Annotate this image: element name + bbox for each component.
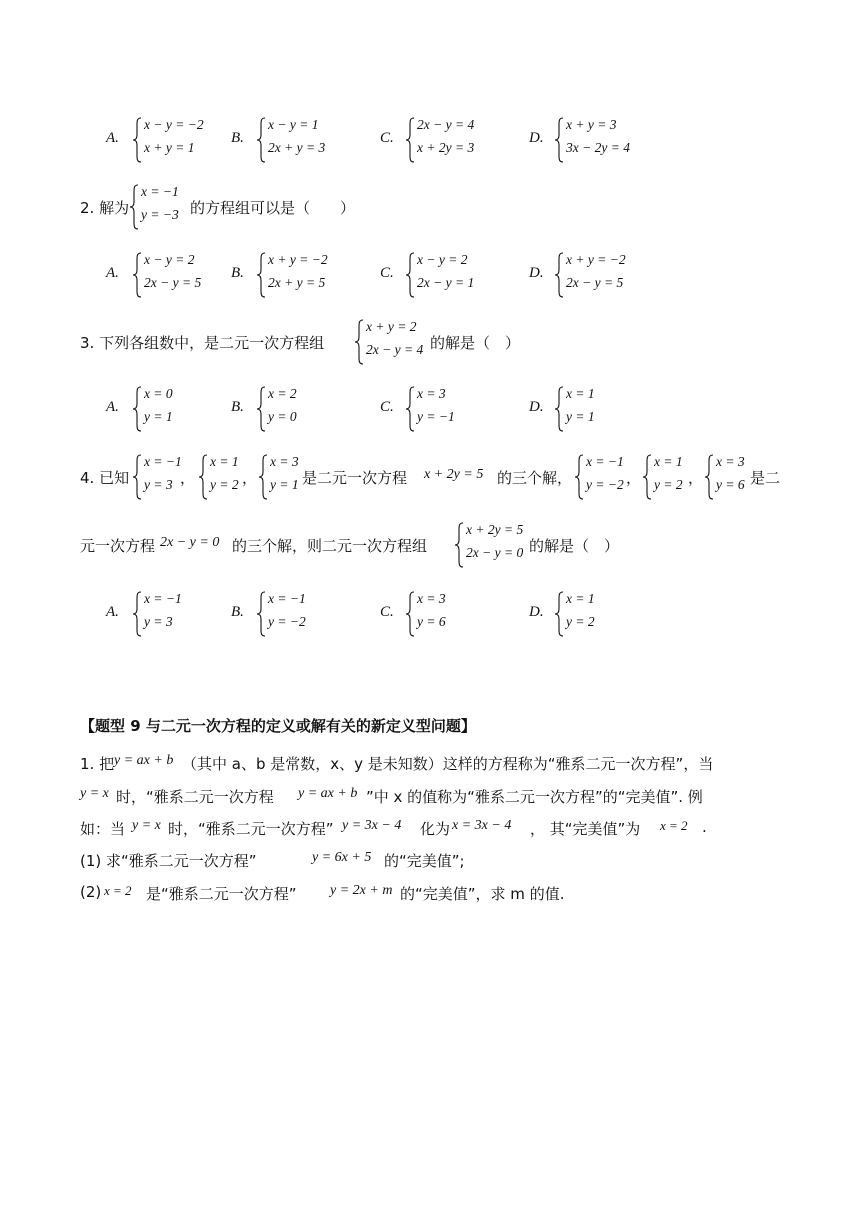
- problem-text: 1. 把: [80, 755, 115, 773]
- equation-row: x − y = 2: [144, 252, 195, 267]
- brace-icon: [256, 591, 266, 637]
- comma: ，: [688, 469, 704, 487]
- option-label: B.: [231, 265, 244, 281]
- equation-row: x = 1: [566, 386, 595, 401]
- problem-text: （其中 a、b 是常数，x、y 是未知数）这样的方程称为“雅系二元一次方程”，当: [182, 755, 714, 773]
- option-label: A.: [106, 604, 119, 620]
- brace-icon: [256, 252, 266, 298]
- option-label: D.: [529, 130, 544, 146]
- brace-icon: [574, 454, 584, 500]
- equation-row: x = 3: [716, 454, 745, 469]
- subquestion-2: (2): [80, 883, 102, 901]
- option-label: B.: [231, 399, 244, 415]
- equation-row: y = 6: [716, 477, 745, 492]
- equation-row: x = 0: [144, 386, 173, 401]
- comma: ，: [626, 469, 642, 487]
- question-text: 是二元一次方程: [302, 469, 408, 487]
- equation-row: x = 2: [268, 386, 297, 401]
- equation-row: x + y = 1: [144, 140, 195, 155]
- equation: x = 3x − 4: [452, 818, 512, 833]
- equation: y = ax + b: [114, 753, 174, 768]
- equation-row: x + 2y = 3: [417, 140, 475, 155]
- equation-row: y = −2: [268, 614, 306, 629]
- brace-icon: [132, 252, 142, 298]
- brace-icon: [132, 117, 142, 163]
- equation: x = 2: [104, 883, 132, 898]
- equation-row: x = −1: [586, 454, 624, 469]
- equation: y = 3x − 4: [342, 818, 402, 833]
- equation-row: x = 3: [417, 591, 446, 606]
- equation-row: x − y = −2: [144, 117, 204, 132]
- brace-icon: [554, 386, 564, 432]
- problem-text: 如：当: [80, 820, 126, 838]
- equation-row: y = −2: [586, 477, 624, 492]
- option-label: A.: [106, 399, 119, 415]
- equation-row: x + y = 3: [566, 117, 617, 132]
- equation-row: y = −1: [417, 409, 455, 424]
- equation-row: 3x − 2y = 4: [566, 140, 630, 155]
- comma: ，: [180, 469, 196, 487]
- equation-row: y = 0: [268, 409, 297, 424]
- equation-row: y = 1: [144, 409, 173, 424]
- option-label: C.: [380, 604, 394, 620]
- equation-row: 2x + y = 3: [268, 140, 326, 155]
- brace-icon: [132, 591, 142, 637]
- equation-row: x − y = 1: [268, 117, 319, 132]
- question-suffix: 的方程组可以是（ ）: [190, 199, 356, 217]
- equation-row: 2x − y = 0: [466, 545, 524, 560]
- equation-row: 2x − y = 1: [417, 275, 475, 290]
- equation-row: y = 3: [144, 477, 173, 492]
- equation: 2x − y = 0: [160, 535, 220, 550]
- equation-row: x + y = −2: [268, 252, 328, 267]
- brace-icon: [704, 454, 714, 500]
- option-label: B.: [231, 130, 244, 146]
- question-prefix: 3. 下列各组数中，是二元一次方程组: [80, 334, 325, 352]
- option-label: D.: [529, 604, 544, 620]
- brace-icon: [198, 454, 208, 500]
- equation-row: x − y = 2: [417, 252, 468, 267]
- question-prefix: 2. 解为: [80, 199, 130, 217]
- brace-icon: [405, 591, 415, 637]
- question-prefix: 4. 已知: [80, 469, 130, 487]
- equation-row: 2x + y = 5: [268, 275, 326, 290]
- problem-text: ”中 x 的值称为“雅系二元一次方程”的“完美值”. 例: [366, 788, 703, 806]
- brace-icon: [256, 117, 266, 163]
- section-title: 【题型 9 与二元一次方程的定义或解有关的新定义型问题】: [80, 717, 476, 735]
- equation-row: 2x − y = 5: [144, 275, 202, 290]
- brace-icon: [405, 252, 415, 298]
- question-text: 的三个解，则二元一次方程组: [232, 537, 428, 555]
- option-label: A.: [106, 265, 119, 281]
- question-text: 元一次方程: [80, 537, 156, 555]
- equation: y = ax + b: [298, 786, 358, 801]
- equation-row: x + 2y = 5: [466, 522, 524, 537]
- equation-row: x = 3: [417, 386, 446, 401]
- brace-icon: [132, 454, 142, 500]
- comma: ，: [242, 469, 258, 487]
- problem-text: 时，“雅系二元一次方程: [116, 788, 274, 806]
- option-label: D.: [529, 399, 544, 415]
- equation-row: x = −1: [141, 184, 179, 199]
- equation-row: x = −1: [144, 591, 182, 606]
- equation: x = 2: [660, 818, 688, 833]
- subquestion-1: (1) 求“雅系二元一次方程”: [80, 852, 257, 870]
- option-label: A.: [106, 130, 119, 146]
- equation-row: y = 2: [654, 477, 683, 492]
- brace-icon: [405, 117, 415, 163]
- brace-icon: [554, 117, 564, 163]
- question-suffix: 的解是（ ）: [529, 537, 620, 555]
- option-label: B.: [231, 604, 244, 620]
- equation-row: y = 2: [210, 477, 239, 492]
- equation-row: x = −1: [268, 591, 306, 606]
- brace-icon: [554, 591, 564, 637]
- option-label: C.: [380, 399, 394, 415]
- equation-row: y = 2: [566, 614, 595, 629]
- equation: y = x: [80, 786, 109, 801]
- subquestion-2-tail: 的“完美值”，求 m 的值.: [400, 885, 565, 903]
- brace-icon: [554, 252, 564, 298]
- subquestion-1-tail: 的“完美值”;: [384, 852, 465, 870]
- equation-row: x = 1: [566, 591, 595, 606]
- brace-icon: [642, 454, 652, 500]
- equation-row: x = −1: [144, 454, 182, 469]
- question-text: 的三个解，: [497, 469, 573, 487]
- equation-row: y = 1: [270, 477, 299, 492]
- equation-row: y = −3: [141, 207, 179, 222]
- equation-row: x = 1: [654, 454, 683, 469]
- equation-row: 2x − y = 4: [366, 342, 424, 357]
- brace-icon: [129, 184, 139, 230]
- equation-row: x + y = −2: [566, 252, 626, 267]
- equation: y = 2x + m: [330, 883, 393, 898]
- brace-icon: [256, 386, 266, 432]
- brace-icon: [258, 454, 268, 500]
- subquestion-2-text: 是“雅系二元一次方程”: [146, 885, 297, 903]
- question-text: 是二: [750, 469, 781, 487]
- equation: y = 6x + 5: [312, 850, 372, 865]
- equation-row: y = 6: [417, 614, 446, 629]
- equation: y = x: [132, 818, 161, 833]
- option-label: C.: [380, 130, 394, 146]
- option-label: D.: [529, 265, 544, 281]
- problem-text: 时，“雅系二元一次方程”: [168, 820, 334, 838]
- equation-row: 2x − y = 5: [566, 275, 624, 290]
- brace-icon: [454, 522, 464, 568]
- equation-row: y = 1: [566, 409, 595, 424]
- option-label: C.: [380, 265, 394, 281]
- equation-row: x = 1: [210, 454, 239, 469]
- equation-row: 2x − y = 4: [417, 117, 475, 132]
- equation-row: y = 3: [144, 614, 173, 629]
- equation: x + 2y = 5: [424, 467, 484, 482]
- question-suffix: 的解是（ ）: [430, 334, 521, 352]
- problem-text: .: [702, 818, 707, 836]
- brace-icon: [405, 386, 415, 432]
- equation-row: x + y = 2: [366, 319, 417, 334]
- brace-icon: [132, 386, 142, 432]
- equation-row: x = 3: [270, 454, 299, 469]
- brace-icon: [354, 319, 364, 365]
- problem-text: ， 其“完美值”为: [530, 820, 641, 838]
- problem-text: 化为: [420, 820, 451, 838]
